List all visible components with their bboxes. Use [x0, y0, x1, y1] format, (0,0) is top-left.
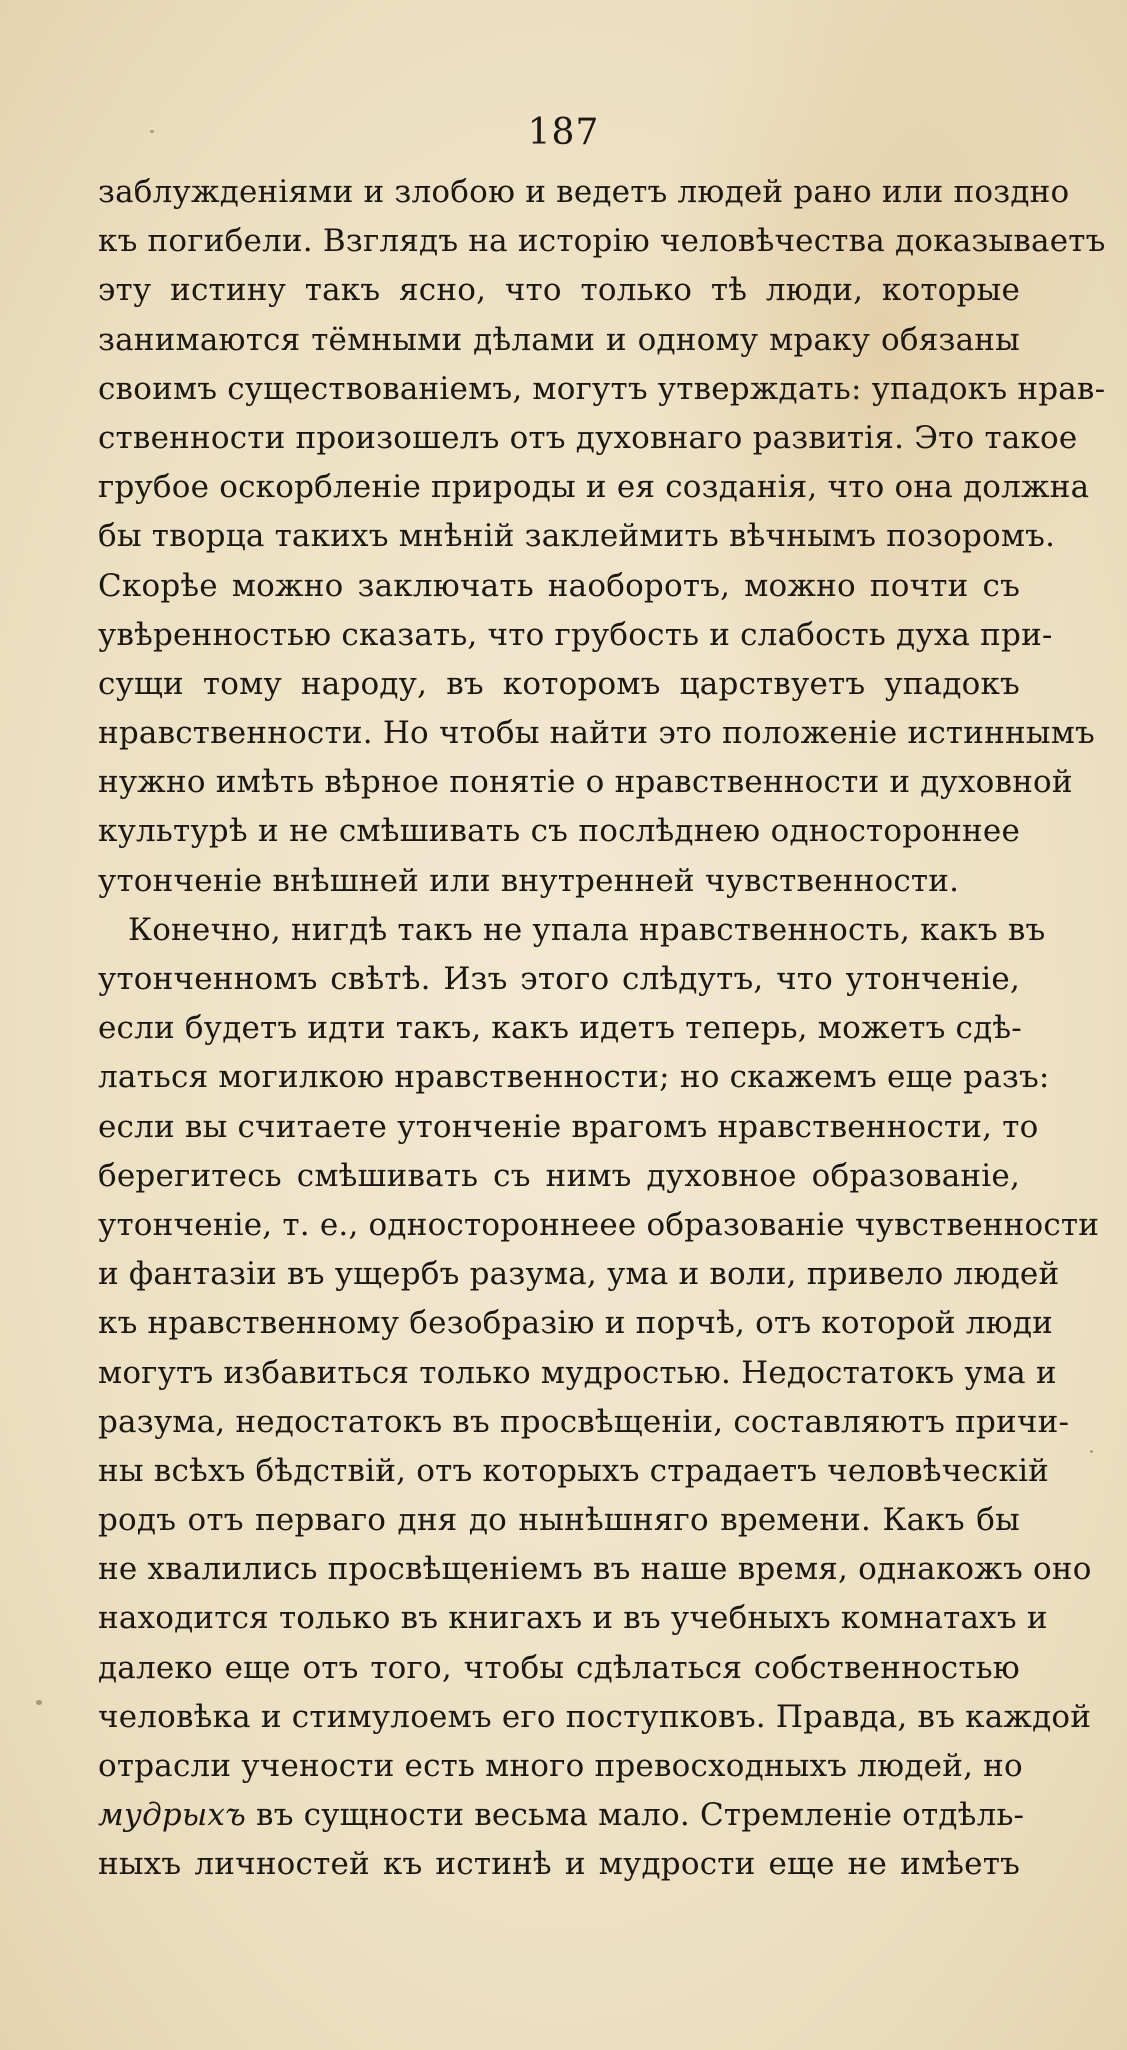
text-line: утонченіе внѣшней или внутренней чувственности.: [98, 862, 960, 899]
italic-word: мудрыхъ: [98, 1797, 246, 1834]
text-line: Скорѣе можно заключать наоборотъ, можно почти съ: [98, 567, 1020, 604]
text-line: берегитесь смѣшивать съ нимъ духовное образованіе,: [98, 1157, 1020, 1194]
body-text: [98, 168, 1106, 1890]
paragraph-1: [98, 168, 1106, 906]
text-line: культурѣ и не смѣшивать съ послѣднею одностороннее: [98, 813, 1020, 850]
text-line: далеко еще отъ того, чтобы сдѣлаться собственностью: [98, 1649, 1020, 1686]
paper-speck: [36, 1700, 42, 1705]
text-line: отрасли учености есть много превосходныхъ людей, но: [98, 1748, 1023, 1784]
text-line: къ погибели. Взглядъ на исторію человѣчества доказываетъ: [98, 223, 1106, 260]
text-line: находится только въ книгахъ и въ учебныхъ комнатахъ и: [98, 1600, 1048, 1637]
text-line: бы творца такихъ мнѣній заклеймить вѣчнымъ позоромъ.: [98, 518, 1056, 555]
text-line: утонченномъ свѣтѣ. Изъ этого слѣдутъ, что утонченіе,: [98, 961, 1020, 997]
text-line: и фантазіи въ ущербъ разума, ума и воли, привело людей: [98, 1256, 1060, 1293]
italic-line-rest: въ сущности весьма мало. Стремленіе отдѣль-: [245, 1797, 1025, 1834]
text-line: родъ отъ перваго дня до нынѣшняго времени. Какъ бы: [98, 1502, 1020, 1539]
text-line: если вы считаете утонченіе врагомъ нравственности, то: [98, 1108, 1039, 1145]
text-line: къ нравственному безобразію и порчѣ, отъ которой люди: [98, 1305, 1054, 1342]
text-line: грубое оскорбленіе природы и ея созданія, что она должна: [98, 469, 1090, 506]
text-line: своимъ существованіемъ, могутъ утверждать: упадокъ нрав-: [98, 370, 1106, 407]
text-line: человѣка и стимулоемъ его поступковъ. Правда, въ каждой: [98, 1698, 1092, 1735]
text-line: эту истину такъ ясно, что только тѣ люди, которые: [98, 272, 1020, 309]
text-line: не хвалились просвѣщеніемъ въ наше время, однакожъ оно: [98, 1551, 1092, 1588]
text-line: сущи тому народу, въ которомъ царствуетъ упадокъ: [98, 665, 1020, 702]
text-line: занимаются тёмными дѣлами и одному мраку обязаны: [98, 321, 1020, 358]
text-line: могутъ избавиться только мудростью. Недостатокъ ума и: [98, 1354, 1057, 1391]
text-line: утонченіе, т. е., одностороннеее образованіе чувственности: [98, 1206, 1100, 1243]
text-line: нравственности. Но чтобы найти это положеніе истиннымъ: [98, 715, 1095, 752]
page-number: 187: [527, 112, 600, 153]
text-line: нужно имѣть вѣрное понятіе о нравственности и духовной: [98, 764, 1073, 801]
text-line: латься могилкою нравственности; но скажемъ еще разъ:: [98, 1059, 1050, 1096]
text-line: разума, недостатокъ въ просвѣщеніи, составляютъ причи-: [98, 1403, 1070, 1440]
paper-speck: [1090, 1450, 1093, 1453]
text-line-with-italic: [98, 1791, 1025, 1840]
text-line: заблужденіями и злобою и ведетъ людей рано или поздно: [98, 174, 1070, 210]
text-line: ны всѣхъ бѣдствій, отъ которыхъ страдаетъ человѣческій: [98, 1452, 1050, 1489]
text-line: Конечно, нигдѣ такъ не упала нравственность, какъ въ: [128, 911, 1046, 948]
paragraph-2: [98, 906, 1100, 1890]
text-line: увѣренностью сказать, что грубость и слабость духа при-: [98, 616, 1053, 653]
text-line: если будетъ идти такъ, какъ идетъ теперь, можетъ сдѣ-: [98, 1010, 1022, 1047]
text-line: ственности произошелъ отъ духовнаго развитія. Это такое: [98, 419, 1078, 456]
text-line: ныхъ личностей къ истинѣ и мудрости еще не имѣетъ: [98, 1846, 1020, 1883]
